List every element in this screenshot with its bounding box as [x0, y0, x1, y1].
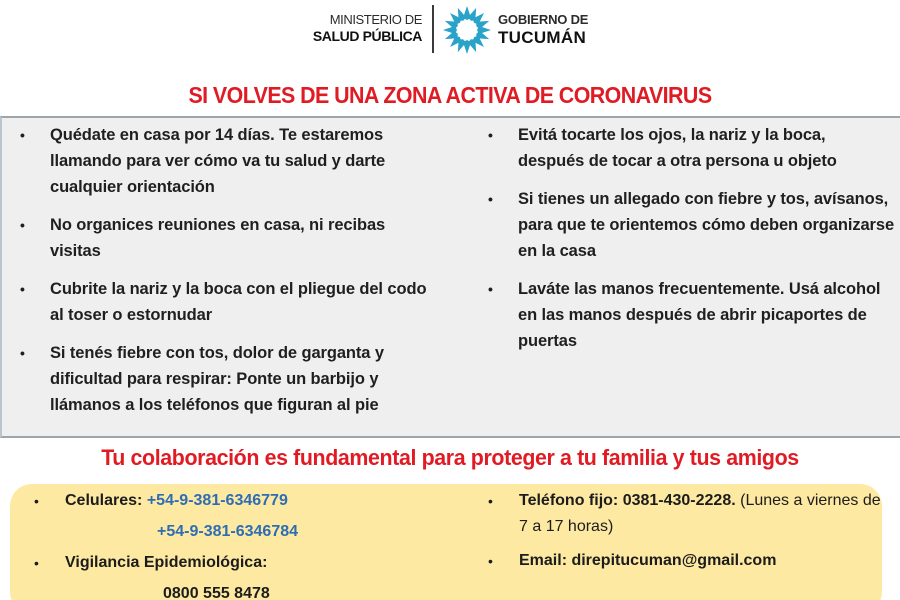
recommendations-left-column: [16, 122, 436, 430]
header: [0, 0, 900, 62]
cell-phone-1[interactable]: +54-9-381-6346779: [146, 492, 288, 509]
bullet-icon: •: [20, 281, 25, 297]
email-row: [488, 548, 888, 574]
recommendation-text: Si tienes un allegado con fiebre y tos, avísanos, para que te orientemos cómo deben organizarse en la casa: [518, 190, 895, 260]
recommendation-text: Quédate en casa por 14 días. Te estaremos llamando para ver cómo va tu salud y darte cualquier orientación: [50, 126, 386, 196]
bullet-icon: •: [34, 493, 39, 509]
government-line-2: TUCUMÁN: [498, 28, 587, 47]
recommendations-panel: [0, 116, 900, 438]
recommendation-item: [484, 276, 894, 354]
bullet-icon: •: [488, 281, 493, 297]
ministry-line-1: MINISTERIO DE: [329, 12, 422, 27]
email-link[interactable]: Email: direpitucuman@gmail.com: [519, 552, 777, 569]
surveillance-label: Vigilancia Epidemiológica:: [65, 554, 268, 571]
recommendation-item: [484, 186, 894, 264]
landline-row: [488, 488, 888, 540]
recommendation-item: [484, 122, 894, 174]
page-title: SI VOLVES DE UNA ZONA ACTIVA DE CORONAVIRUS: [188, 82, 712, 108]
bullet-icon: •: [20, 217, 25, 233]
recommendation-text: Cubrite la nariz y la boca con el pliegue del codo al toser o estornudar: [50, 280, 427, 324]
ministry-line-2: SALUD PÚBLICA: [312, 28, 422, 44]
bullet-icon: •: [488, 493, 493, 509]
bullet-icon: •: [488, 191, 493, 207]
landline-label[interactable]: Teléfono fijo: 0381-430-2228.: [519, 492, 736, 509]
cell-phone-2[interactable]: +54-9-381-6346784: [157, 523, 299, 540]
surveillance-phone[interactable]: 0800 555 8478: [163, 585, 270, 600]
government-line-1: GOBIERNO DE: [498, 12, 589, 27]
tucuman-logo-icon: [441, 4, 493, 56]
bullet-icon: •: [488, 127, 493, 143]
recommendation-item: [16, 212, 436, 264]
cell-label: Celulares:: [65, 492, 143, 509]
contact-left-column: [34, 488, 454, 600]
bullet-icon: •: [488, 553, 493, 569]
bullet-icon: •: [34, 555, 39, 571]
surveillance-row: [34, 550, 454, 581]
recommendation-text: Evitá tocarte los ojos, la nariz y la boca, después de tocar a otra persona u objeto: [518, 126, 837, 170]
recommendation-text: No organices reuniones en casa, ni recibas visitas: [50, 216, 386, 260]
bullet-icon: •: [20, 127, 25, 143]
header-divider: [432, 5, 434, 53]
cell-phone-2-row: [34, 519, 454, 550]
collaboration-message: Tu colaboración es fundamental para proteger a tu familia y tus amigos: [101, 445, 799, 470]
recommendation-text: Si tenés fiebre con tos, dolor de garganta y dificultad para respirar: Ponte un barbijo y llámanos a los teléfonos que figuran al pie: [50, 344, 384, 414]
recommendation-text: Laváte las manos frecuentemente. Usá alcohol en las manos después de abrir picaportes de puertas: [518, 280, 881, 350]
contact-right-column: [488, 488, 888, 582]
ministry-name: [300, 12, 422, 44]
recommendation-item: [16, 340, 436, 418]
government-name: [498, 11, 588, 47]
recommendation-item: [16, 122, 436, 200]
surveillance-phone-row: [34, 581, 454, 600]
bullet-icon: •: [20, 345, 25, 361]
cell-phones-row: [34, 488, 454, 519]
recommendation-item: [16, 276, 436, 328]
contact-panel: [10, 484, 882, 600]
landline-hours: (Lunes a viernes de 7 a 17 horas): [519, 492, 881, 535]
recommendations-right-column: [484, 122, 894, 366]
